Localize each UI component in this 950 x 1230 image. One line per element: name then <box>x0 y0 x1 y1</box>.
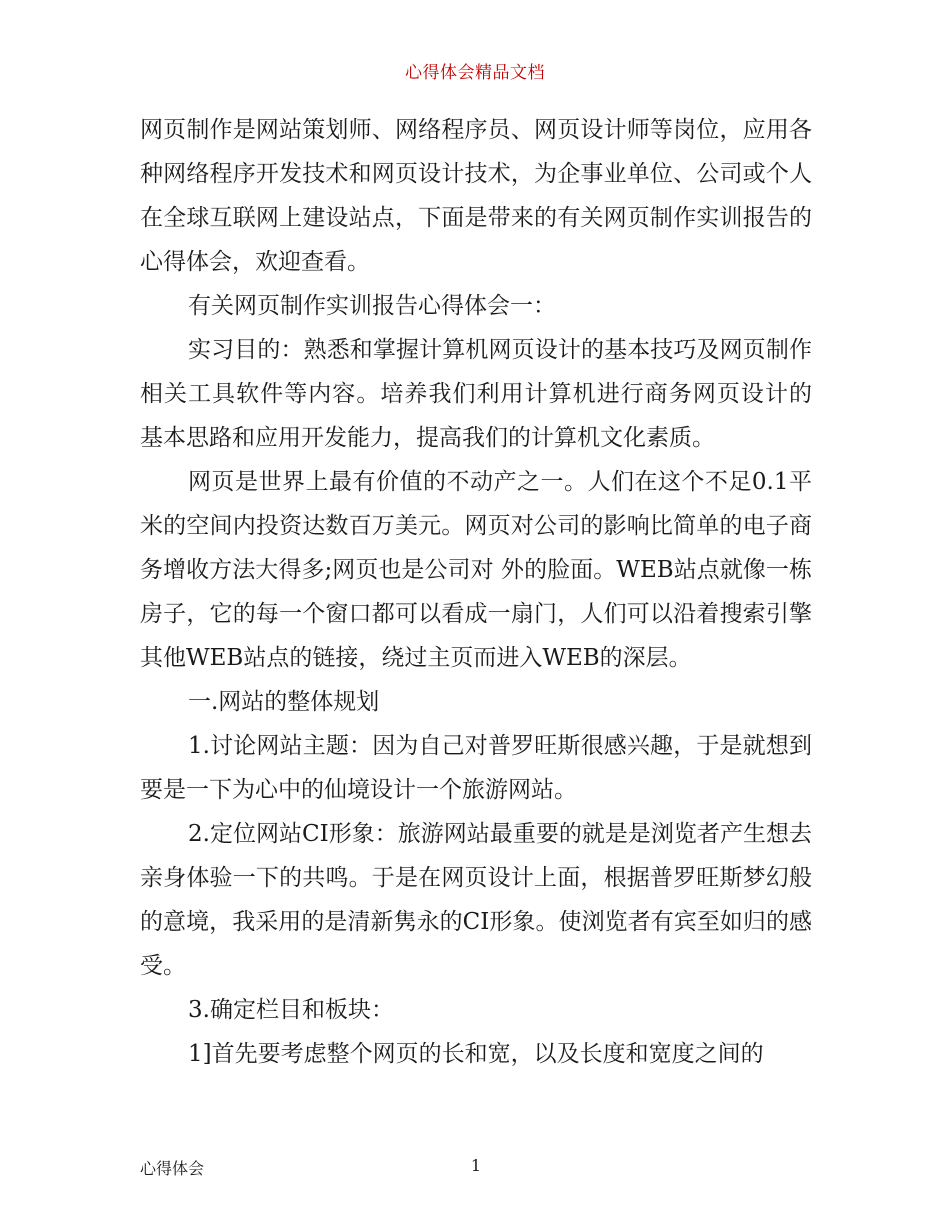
paragraph-section-heading: 有关网页制作实训报告心得体会一： <box>188 293 556 319</box>
paragraph-web-value: 网页是世界上最有价值的不动产之一。人们在这个不足0.1平米的空间内投资达数百万美元。网页对公司的影响比简单的电子商务增收方法大得多;网页也是公司对 外的脸面。WEB站点就像一栋房子，它的每一个窗口都可以看成一扇门，人们可以沿着搜索引擎其他WEB站点的链接，绕过主页而进入WEB的深层。 <box>140 469 812 671</box>
paragraph-planning-heading: 一.网站的整体规划 <box>188 689 380 715</box>
page-header: 心得体会精品文档 <box>405 63 545 83</box>
footer-label: 心得体会 <box>140 1159 205 1178</box>
paragraph-topic: 1.讨论网站主题：因为自己对普罗旺斯很感兴趣，于是就想到要是一下为心中的仙境设计一个旅游网站。 <box>140 733 812 803</box>
document-body <box>140 108 812 1076</box>
paragraph-size: 1]首先要考虑整个网页的长和宽，以及长度和宽度之间的 <box>188 1041 764 1067</box>
paragraph-purpose: 实习目的：熟悉和掌握计算机网页设计的基本技巧及网页制作相关工具软件等内容。培养我们利用计算机进行商务网页设计的 基本思路和应用开发能力，提高我们的计算机文化素质。 <box>140 337 812 451</box>
page-footer <box>140 1156 812 1180</box>
paragraph-ci-image: 2.定位网站CI形象：旅游网站最重要的就是是浏览者产生想去亲身体验一下的共鸣。于是在网页设计上面，根据普罗旺斯梦幻般的意境，我采用的是清新隽永的CI形象。使浏览者有宾至如归的感受。 <box>140 821 812 979</box>
paragraph-intro: 网页制作是网站策划师、网络程序员、网页设计师等岗位，应用各种网络程序开发技术和网页设计技术，为企事业单位、公司或个人在全球互联网上建设站点，下面是带来的有关网页制作实训报告的心得体会，欢迎查看。 <box>140 117 812 275</box>
page-number: 1 <box>470 1156 482 1175</box>
paragraph-sections: 3.确定栏目和板块： <box>188 997 394 1023</box>
